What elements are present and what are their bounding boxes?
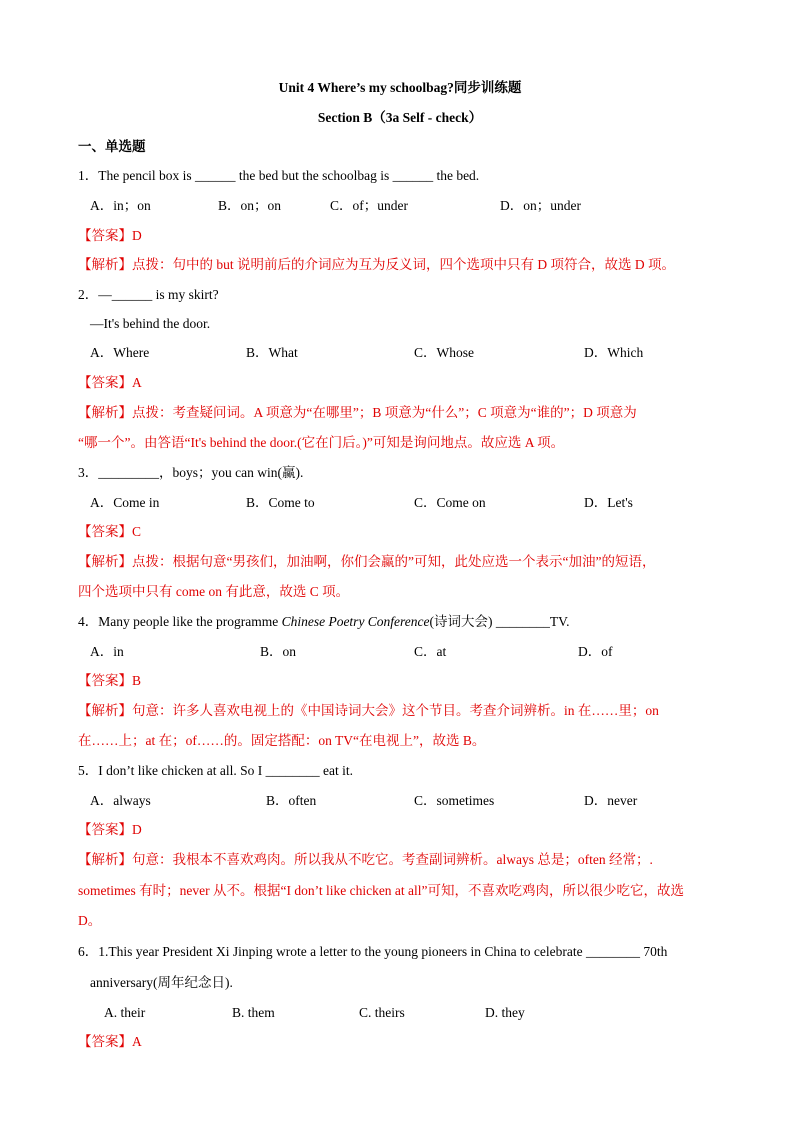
q6-option-b: B. them (232, 1005, 275, 1020)
q2-analysis-line2: “哪一个”。由答语“It's behind the door.(它在门后。)”可知是询问地点。故应选 A 项。 (78, 435, 565, 450)
q1-answer: 【答案】D (78, 228, 142, 243)
q5-analysis-line2: sometimes 有时；never 从不。根据“I don’t like chicken at all”可知，不喜欢吃鸡肉，所以很少吃它，故选 (78, 883, 685, 898)
q2-option-c: C．Whose (414, 345, 474, 360)
q3-answer: 【答案】C (78, 524, 142, 539)
q3-option-c: C．Come on (414, 495, 486, 510)
question-6-stem-line2: anniversary(周年纪念日). (90, 975, 233, 990)
q5-option-b: B．often (266, 793, 317, 808)
question-6-stem-line1: 6．1.This year President Xi Jinping wrote a letter to the young pioneers in China to celebrate ________ 70th (78, 944, 668, 959)
q4-option-d: D．of (578, 644, 613, 659)
q6-answer: 【答案】A (78, 1034, 142, 1049)
q1-option-a: A．in；on (90, 198, 151, 213)
q4-stem-post: (诗词大会) ________TV. (429, 614, 570, 629)
q3-option-a: A．Come in (90, 495, 160, 510)
q6-option-d: D. they (485, 1005, 525, 1020)
section-heading: 一、单选题 (78, 139, 146, 154)
q6-option-c: C. theirs (359, 1005, 405, 1020)
q2-option-b: B．What (246, 345, 298, 360)
q4-stem-title: Chinese Poetry Conference (281, 614, 430, 629)
q2-option-d: D．Which (584, 345, 644, 360)
question-4-stem (78, 612, 570, 632)
q3-analysis-line1: 【解析】点拨：根据句意“男孩们，加油啊，你们会赢的”可知，此处应选一个表示“加油”的短语， (78, 554, 656, 569)
q2-option-a: A．Where (90, 345, 150, 360)
question-5-stem: 5．I don’t like chicken at all. So I ________ eat it. (78, 763, 353, 778)
document-title: Unit 4 Where’s my schoolbag?同步训练题 (278, 80, 522, 95)
question-2-reply: —It's behind the door. (90, 316, 211, 331)
q3-option-d: D．Let's (584, 495, 633, 510)
q4-option-b: B．on (260, 644, 297, 659)
q4-answer: 【答案】B (78, 673, 142, 688)
q6-option-a: A. their (104, 1005, 146, 1020)
q5-analysis-line3: D。 (78, 913, 102, 928)
q3-analysis-line2: 四个选项中只有 come on 有此意，故选 C 项。 (78, 584, 350, 599)
q2-answer: 【答案】A (78, 375, 142, 390)
q4-option-c: C．at (414, 644, 447, 659)
q4-stem-pre: 4．Many people like the programme (78, 614, 282, 629)
q1-option-c: C．of；under (330, 198, 408, 213)
q4-option-a: A．in (90, 644, 124, 659)
document-subtitle: Section B（3a Self - check） (317, 110, 483, 125)
q5-analysis-line1: 【解析】句意：我根本不喜欢鸡肉。所以我从不吃它。考查副词辨析。always 总是；often 经常；. (78, 852, 653, 867)
question-3-stem: 3．_________，boys；you can win(赢). (78, 465, 304, 480)
q5-answer: 【答案】D (78, 822, 142, 837)
q3-option-b: B．Come to (246, 495, 315, 510)
q4-analysis-line2: 在……上；at 在；of……的。固定搭配：on TV“在电视上”，故选 B。 (78, 733, 486, 748)
q1-analysis: 【解析】点拨：句中的 but 说明前后的介词应为互为反义词，四个选项中只有 D 项符合，故选 D 项。 (78, 257, 675, 272)
question-2-stem: 2．—______ is my skirt? (78, 287, 219, 302)
q1-option-b: B．on；on (218, 198, 282, 213)
q5-option-a: A．always (90, 793, 151, 808)
q4-analysis-line1: 【解析】句意：许多人喜欢电视上的《中国诗词大会》这个节目。考查介词辨析。in 在……里；on (78, 703, 659, 718)
question-1-stem: 1．The pencil box is ______ the bed but the schoolbag is ______ the bed. (78, 168, 480, 183)
q1-option-d: D．on；under (500, 198, 581, 213)
q5-option-d: D．never (584, 793, 638, 808)
q5-option-c: C．sometimes (414, 793, 495, 808)
q2-analysis-line1: 【解析】点拨：考查疑问词。A 项意为“在哪里”；B 项意为“什么”；C 项意为“谁的”；D 项意为 (78, 405, 637, 420)
